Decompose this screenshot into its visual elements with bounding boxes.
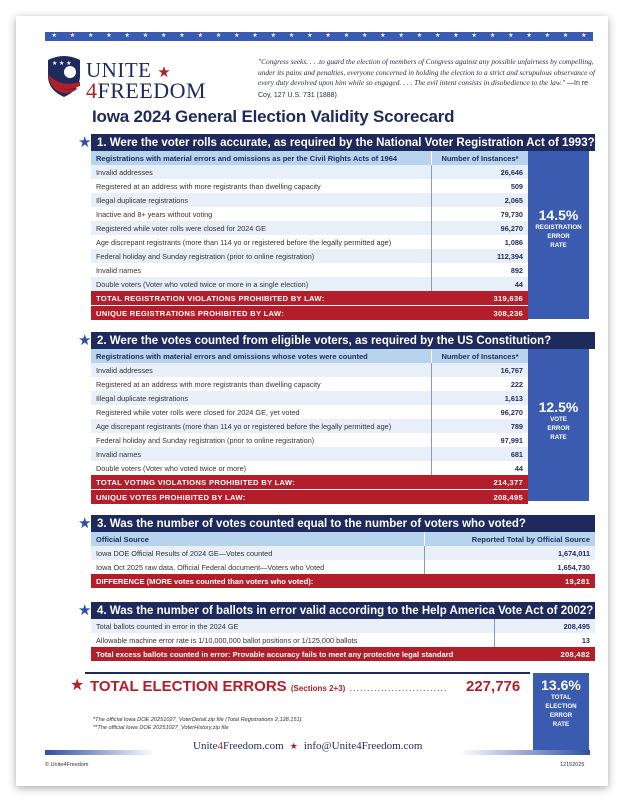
table-row: Double voters (Voter who voted twice or more in a single election) 44 <box>91 277 528 291</box>
section-1-question: 1. Were the voter rolls accurate, as required by the National Voter Registration Act of 1993? <box>91 134 595 151</box>
section-1-table <box>91 151 528 321</box>
logo-text-unite: UNITE ★ <box>86 58 172 82</box>
col-header-label: Registrations with material errors and omissions as per the Civil Rights Acts of 1964 <box>91 151 432 165</box>
date-code: 12152025 <box>560 762 585 768</box>
total-election-errors-value: 227,776 <box>466 678 521 695</box>
total-election-errors-label: TOTAL ELECTION ERRORS (Sections 2+3) ............................ <box>90 678 448 695</box>
section-3-question: 3. Was the number of votes counted equal to the number of voters who voted? <box>91 515 595 532</box>
excess-ballots-row: Total excess ballots counted in error: Provable accuracy fails to meet any protective legal standard 208,482 <box>91 647 595 662</box>
table-row: Registered while voter rolls were closed for 2024 GE, yet voted 96,270 <box>91 405 528 419</box>
footer-gradient-left <box>45 750 155 755</box>
table-row: Iowa Oct 2025 raw data, Official Federal document—Voters who Voted 1,654,730 <box>91 560 595 574</box>
legal-quote: "Congress seeks. . . .to guard the election of members of Congress against any possible unfairness by compelling, under its pains and penalties, everyone concerned in holding the election to a strict and scrupulous observance of every duty devolved upon him while so engaged. . . . The evil intent consists in disobedience to the law." —In re Coy, 127 U.S. 731 (1888) <box>258 57 596 99</box>
footnotes: *The official Iowa DOE 20251027_VoterDetail.zip file (Total Registrations 2,128,151). **The official Iowa DOE 20251027_VoterHistory.zip file <box>93 717 304 731</box>
section-2-question: 2. Were the votes counted from eligible voters, as required by the US Constitution? <box>91 332 595 349</box>
table-row: Registered at an address with more registrants than dwelling capacity 509 <box>91 179 528 193</box>
table-row: Federal holiday and Sunday registration (prior to online registration) 112,394 <box>91 249 528 263</box>
table-row: Age discrepant registrants (more than 114 yo or registered before the legally permitted age) 1,086 <box>91 235 528 249</box>
total-star-icon: ★ <box>70 677 85 694</box>
unique-total-row: UNIQUE REGISTRATIONS PROHIBITED BY LAW: 308,236 <box>91 306 528 321</box>
table-row: Invalid addresses 16,767 <box>91 363 528 377</box>
vote-error-rate-box: 12.5% VOTE ERROR RATE <box>528 349 589 501</box>
registration-error-rate-box: 14.5% REGISTRATION ERROR RATE <box>528 151 589 319</box>
table-row: Age discrepant registrants (more than 114 yo or registered before the legally permitted age) 789 <box>91 419 528 433</box>
section-3-star-icon: ★ <box>78 515 92 532</box>
section-4-star-icon: ★ <box>78 602 92 619</box>
section-2-star-icon: ★ <box>78 332 92 349</box>
table-row: Invalid names 892 <box>91 263 528 277</box>
col-header-value: Number of Instances* <box>432 151 529 165</box>
table-row: Illegal duplicate registrations 2,065 <box>91 193 528 207</box>
total-error-rate-box: 13.6% TOTAL ELECTION ERROR RATE <box>533 673 589 755</box>
unique-total-row: UNIQUE VOTES PROHIBITED BY LAW: 208,495 <box>91 490 528 505</box>
section-1-star-icon: ★ <box>78 134 92 151</box>
table-row: Allowable machine error rate is 1/10,000,000 ballot positions or 1/125,000 ballots 13 <box>91 633 595 647</box>
table-row: Invalid addresses 26,646 <box>91 165 528 179</box>
website-link[interactable]: Unite4Freedom.com <box>193 740 284 752</box>
section-2-table: Registrations with material errors and omissions whose votes were counted Number of Instances* Invalid addresses 16,767 Registered at an address with more registrants than dwelling capacity 222 Illegal duplicate registrations 1,613 Registered while voter rolls were closed for 2024 GE, yet voted 96,270 Age discrepant registrants (more than 114 yo or registered before the legally permitted age) 789 Federal holiday and Sunday registration (prior to online registration) 97,991 Invalid names 681 Double voters (Voter who voted twice or more) 44 TOTAL VOTING VIOLATIONS PROHIBITED BY LAW: 214,377 UNIQUE VOTES PROHIBITED BY LAW: 208,495 <box>91 349 528 505</box>
difference-row: DIFFERENCE (MORE votes counted than voters who voted): 19,281 <box>91 574 595 589</box>
total-row: TOTAL VOTING VIOLATIONS PROHIBITED BY LAW: 214,377 <box>91 475 528 490</box>
footer-star-icon: ★ <box>289 741 298 751</box>
footer-gradient-right <box>460 750 590 755</box>
total-row: TOTAL REGISTRATION VIOLATIONS PROHIBITED BY LAW: 319,636 <box>91 291 528 306</box>
table-row: Inactive and 8+ years without voting 79,730 <box>91 207 528 221</box>
table-row: Invalid names 681 <box>91 447 528 461</box>
section-3-table: Official Source Reported Total by Official Source Iowa DOE Official Results of 2024 GE—Votes counted 1,674,011 Iowa Oct 2025 raw data, Official Federal document—Voters who Voted 1,654,730 DIFFERENCE (MORE votes counted than voters who voted): 19,281 <box>91 532 595 589</box>
table-row: Iowa DOE Official Results of 2024 GE—Votes counted 1,674,011 <box>91 546 595 560</box>
page-title: Iowa 2024 General Election Validity Scorecard <box>92 107 455 126</box>
section-4-table <box>91 619 595 662</box>
star-banner: ★ ★ ★ ★ ★ ★ ★ ★ ★ ★ ★ ★ ★ ★ ★ ★ ★ ★ ★ ★ ★ ★ ★ ★ ★ ★ ★ ★ ★ ★ <box>45 32 593 41</box>
eagle-shield-icon <box>46 54 82 98</box>
table-row: Double voters (Voter who voted twice or more) 44 <box>91 461 528 475</box>
table-row: Total ballots counted in error in the 2024 GE 208,495 <box>91 619 595 633</box>
section-4-question: 4. Was the number of ballots in error valid according to the Help America Vote Act of 2002? <box>91 602 595 619</box>
logo-text-freedom: 4FREEDOM <box>86 78 207 103</box>
copyright: © Unite4Freedom <box>45 762 89 768</box>
unite4freedom-logo <box>46 54 236 104</box>
footer-contact <box>193 740 422 752</box>
table-row: Federal holiday and Sunday registration (prior to online registration) 97,991 <box>91 433 528 447</box>
email-link[interactable]: info@Unite4Freedom.com <box>303 740 423 752</box>
table-row: Registered while voter rolls were closed for 2024 GE 96,270 <box>91 221 528 235</box>
table-row: Registered at an address with more registrants than dwelling capacity 222 <box>91 377 528 391</box>
table-row: Illegal duplicate registrations 1,613 <box>91 391 528 405</box>
svg-text:★ ★ ★: ★ ★ ★ <box>52 61 72 67</box>
